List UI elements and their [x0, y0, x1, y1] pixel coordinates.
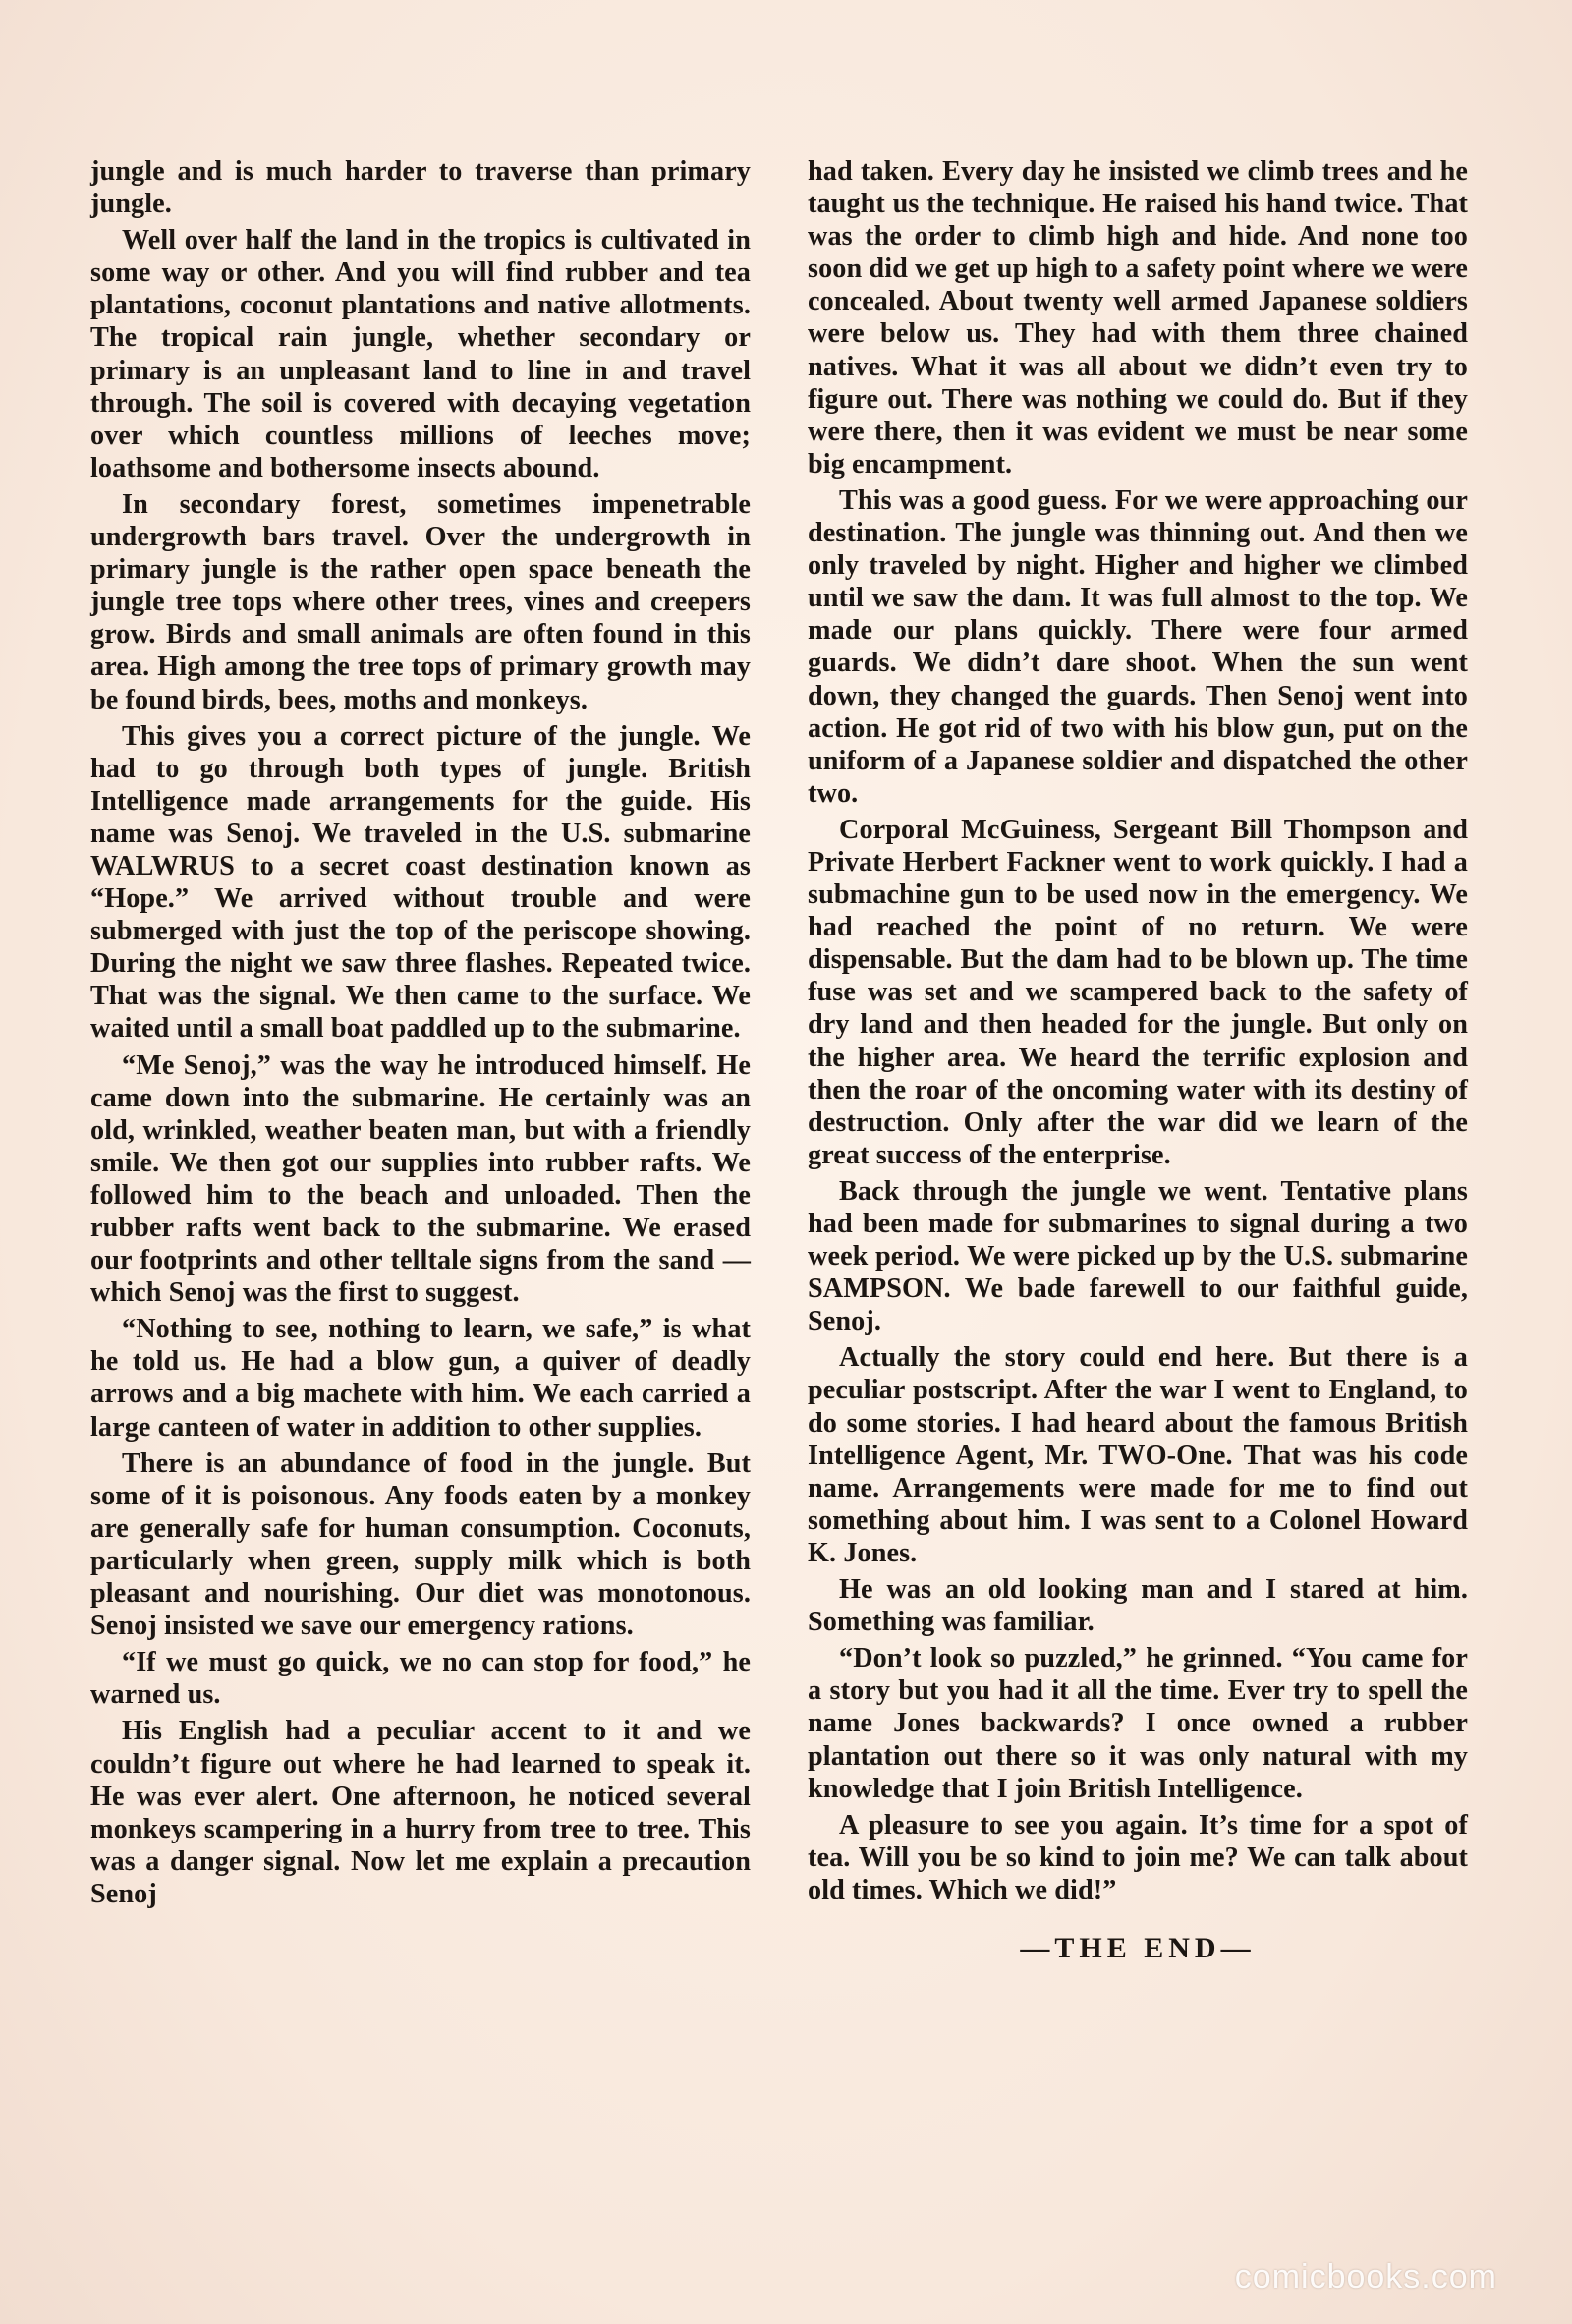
paragraph: had taken. Every day he insisted we climb trees and he taught us the technique. He raised his hand twice. That was the order to climb high and hide. And none too soon did we get up high to a safety point where we were concealed. About twenty well armed Japanese soldiers were below us. They had with them three chained natives. What it was all about we didn’t even try to figure out. There was nothing we could do. But if they were there, then it was evident we must be near some big encampment.: [808, 156, 1468, 480]
paragraph: “Don’t look so puzzled,” he grinned. “You came for a story but you had it all the time. Ever try to spell the name Jones backwards? I once owned a rubber plantation out there so it was only natural with my knowledge that I join British Intelligence.: [808, 1643, 1468, 1804]
paragraph: In secondary forest, sometimes impenetrable undergrowth bars travel. Over the undergrowth in primary jungle is the rather open space beneath the jungle tree tops where other trees, vines and creepers grow. Birds and small animals are often found in this area. High among the tree tops of primary growth may be found birds, bees, moths and monkeys.: [90, 488, 751, 715]
paragraph: “Nothing to see, nothing to learn, we safe,” is what he told us. He had a blow gun, a quiver of deadly arrows and a big machete with him. We each carried a large canteen of water in addition to other supplies.: [90, 1314, 751, 1443]
paragraph: jungle and is much harder to traverse than primary jungle.: [90, 156, 751, 220]
left-column: [90, 155, 751, 1914]
paragraph: This gives you a correct picture of the jungle. We had to go through both types of jungle. British Intelligence made arrangements for the guide. His name was Senoj. We traveled in the U.S. submarine WALWRUS to a secret coast destination known as “Hope.” We arrived without trouble and were submerged with just the top of the periscope showing. During the night we saw three flashes. Repeated twice. That was the signal. We then came to the surface. We waited until a small boat paddled up to the submarine.: [90, 720, 751, 1045]
paragraph: Actually the story could end here. But there is a peculiar postscript. After the war I went to England, to do some stories. I had heard about the famous British Intelligence Agent, Mr. TWO-One. That was his code name. Arrangements were made for me to find out something about him. I was sent to a Colonel Howard K. Jones.: [808, 1342, 1468, 1568]
paragraph: His English had a peculiar accent to it and we couldn’t figure out where he had learned to speak it. He was ever alert. One afternoon, he noticed several monkeys scampering in a hurry from tree to tree. This was a danger signal. Now let me explain a precaution Senoj: [90, 1716, 751, 1909]
paragraph: A pleasure to see you again. It’s time for a spot of tea. Will you be so kind to join me? We can talk about old times. Which we did!”: [808, 1809, 1468, 1905]
paragraph: “If we must go quick, we no can stop for food,” he warned us.: [90, 1647, 751, 1711]
paragraph: Well over half the land in the tropics is cultivated in some way or other. And you will find rubber and tea plantations, coconut plantations and native allotments. The tropical rain jungle, whether secondary or primary is an unpleasant land to line in and travel through. The soil is covered with decaying vegetation over which countless millions of leeches move; loathsome and bothersome insects abound.: [90, 225, 751, 483]
right-column: [808, 155, 1468, 1968]
paragraph: He was an old looking man and I stared at him. Something was familiar.: [808, 1574, 1468, 1638]
paragraph: “Me Senoj,” was the way he introduced himself. He came down into the submarine. He certainly was an old, wrinkled, weather beaten man, but with a friendly smile. We then got our supplies into rubber rafts. We followed him to the beach and unloaded. Then the rubber rafts went back to the submarine. We erased our footprints and other telltale signs from the sand — which Senoj was the first to suggest.: [90, 1049, 751, 1309]
paragraph: Corporal McGuiness, Sergeant Bill Thompson and Private Herbert Fackner went to work quickly. I had a submachine gun to be used now in the emergency. We had reached the point of no return. We were dispensable. But the dam had to be blown up. The time fuse was set and we scampered back to the safety of dry land and then headed for the jungle. But only on the higher area. We heard the terrific explosion and then the roar of the oncoming water with its destiny of destruction. Only after the war did we learn of the great success of the enterprise.: [808, 814, 1468, 1170]
paragraph: This was a good guess. For we were approaching our destination. The jungle was thinning out. And then we only traveled by night. Higher and higher we climbed until we saw the dam. It was full almost to the top. We made our plans quickly. There were four armed guards. We didn’t dare shoot. When the sun went down, they changed the guards. Then Senoj went into action. He got rid of two with his blow gun, put on the uniform of a Japanese soldier and dispatched the other two.: [808, 484, 1468, 809]
paragraph: Back through the jungle we went. Tentative plans had been made for submarines to signal during a two week period. We were picked up by the U.S. submarine SAMPSON. We bade farewell to our faithful guide, Senoj.: [808, 1175, 1468, 1337]
the-end-marker: —THE END—: [1020, 1931, 1256, 1964]
watermark: comicbooks.com: [1234, 2258, 1497, 2296]
paragraph: There is an abundance of food in the jungle. But some of it is poisonous. Any foods eaten by a monkey are generally safe for human consumption. Coconuts, particularly when green, supply milk which is both pleasant and nourishing. Our diet was monotonous. Senoj insisted we save our emergency rations.: [90, 1447, 751, 1642]
